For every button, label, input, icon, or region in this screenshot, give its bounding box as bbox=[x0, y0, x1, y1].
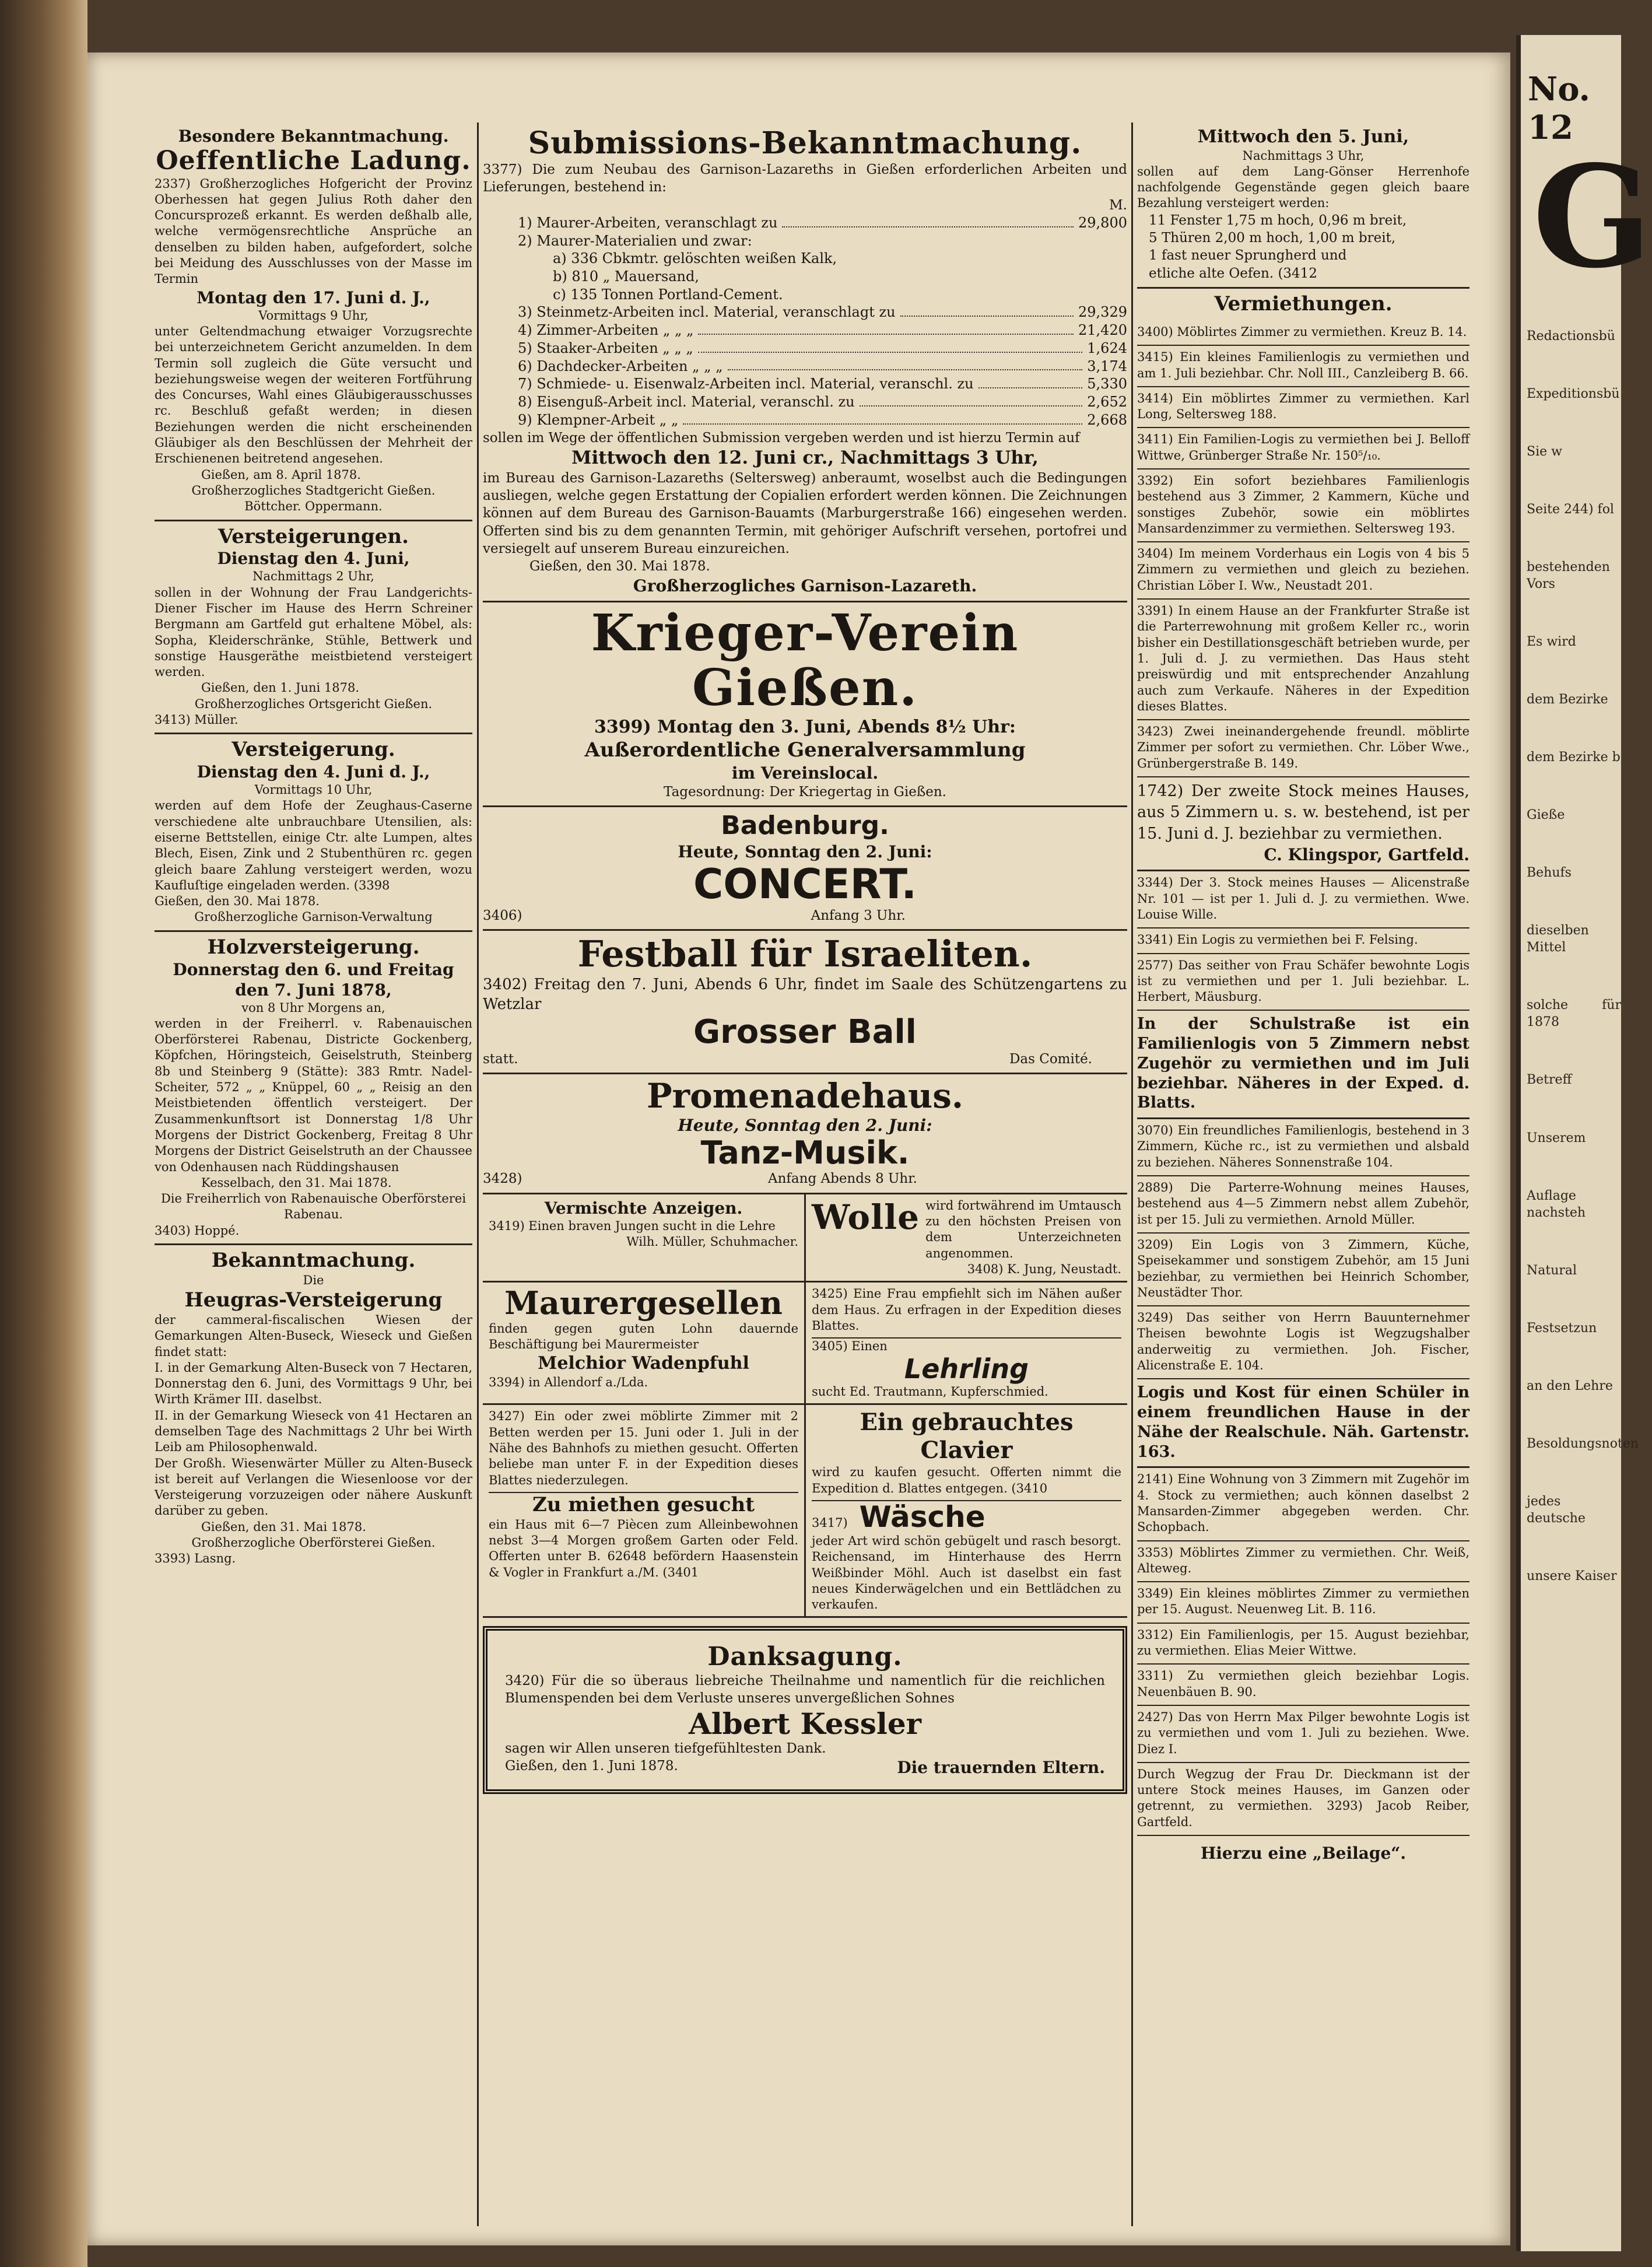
ad-body: In der Schulstraße ist ein Familienlogis von 5 Zimmern nebst Zugehör zu vermiethen und im Juli beziehbar. Näheres in der Exped. d. Blatts. bbox=[1137, 1015, 1469, 1112]
next-page-fragment: dieselben Mittel bbox=[1527, 923, 1589, 955]
ad-promenadehaus bbox=[483, 1074, 1127, 1194]
ad-time: Vormittags 10 Uhr, bbox=[254, 783, 373, 797]
submission-item bbox=[483, 411, 1127, 429]
next-page-fragment: Auflage nachsteh bbox=[1527, 1188, 1586, 1220]
ad-start: Anfang Abends 8 Uhr. bbox=[767, 1171, 917, 1187]
ad-body: jeder Art wird schön gebügelt und rasch besorgt. Reichensand, im Hinterhause des Herrn Weißbinder Möhl. Auch ist daselbst ein fast neues Kinderwägelchen und ein Bettlädchen zu verkaufen. bbox=[812, 1533, 1121, 1612]
submission-item-value: 3,174 bbox=[1087, 358, 1127, 374]
section-vermiethungen bbox=[1137, 289, 1469, 321]
ad-title: Vermischte Anzeigen. bbox=[544, 1198, 743, 1218]
ad-body: sollen in der Wohnung der Frau Landgerichts-Diener Fischer im Hause des Herrn Schreiner Bergmann am Gartfeld gut erhaltene Möbel, als: Sopha, Kleiderschränke, Stühle, Bettwerk und sonstige Hausgeräthe meistbietend versteigert werden. bbox=[155, 585, 472, 679]
ad-id: 3406) bbox=[483, 908, 522, 924]
ad-line: im Vereinslocal. bbox=[731, 763, 879, 783]
ad-item: II. in der Gemarkung Wieseck von 41 Hectaren an demselben Tage des Nachmittags 2 Uhr bei Wirth Leib am Philosophenwald. bbox=[155, 1408, 472, 1455]
classified-ad: 3415) Ein kleines Familienlogis zu vermiethen und am 1. Juli beziehbar. Chr. Noll III., Canzleiberg B. 66. bbox=[1137, 346, 1469, 387]
ad-court: Die Freiherrlich von Rabenauische Oberförsterei Rabenau. bbox=[160, 1192, 467, 1222]
ad-id: 3417) bbox=[812, 1515, 848, 1530]
submission-item-value: 21,420 bbox=[1078, 322, 1127, 339]
submission-item bbox=[483, 321, 1127, 339]
ad-body: Der Großh. Wiesenwärter Müller zu Alten-Buseck ist bereit auf Verlangen die Wiesenloose vor der Versteigerung vorzuzeigen oder nähere Auskunft darüber zu geben. bbox=[155, 1456, 472, 1518]
next-page-fragment: Festsetzun bbox=[1527, 1320, 1597, 1336]
ad-name: Albert Kessler bbox=[688, 1706, 922, 1741]
masthead-initial: G bbox=[1532, 135, 1652, 299]
leader-dots bbox=[698, 321, 1074, 335]
submission-item-label: 8) Eisenguß-Arbeit incl. Material, veranschl. zu bbox=[518, 394, 855, 411]
ad-body: unter Geltendmachung etwaiger Vorzugsrechte bei unterzeichnetem Gericht anzumelden. In dem Termin soll zugleich die Güte versucht und beziehungsweise wegen der weiteren Fortführung des Concurses, Wahl eines Gläubigerausschusses rc. Beschluß gefaßt werden; in diesen Beziehungen werden die nicht erscheinenden Gläubiger als den Beschlüssen der Mehrheit der Erschienenen beitretend angesehen. bbox=[155, 324, 472, 466]
classified-ad: 3353) Möblirtes Zimmer zu vermiethen. Chr. Weiß, Alteweg. bbox=[1137, 1541, 1469, 1583]
ad-line: Außerordentliche Generalversammlung bbox=[584, 738, 1026, 762]
ad-wolle-head bbox=[812, 1198, 1121, 1262]
next-page-fragment: Sie w bbox=[1527, 444, 1562, 460]
submission-item-label: b) 810 „ Mauersand, bbox=[553, 268, 699, 285]
ad-time: von 8 Uhr Morgens an, bbox=[241, 1000, 385, 1015]
ad-item: 1 fast neuer Sprungherd und bbox=[1149, 248, 1347, 264]
ad-signature: 3413) Müller. bbox=[155, 713, 238, 727]
classified-ad: 3249) Das seither von Herrn Bauunternehmer Theisen bewohnte Logis ist Wegzugshalber anderweitig zu vermiethen. Joh. Fischer, Alicenstraße E. 104. bbox=[1137, 1306, 1469, 1379]
next-page-fragment: an den Lehre bbox=[1527, 1378, 1613, 1393]
masthead: No. 12 bbox=[1528, 70, 1591, 147]
classified-ad: Durch Wegzug der Frau Dr. Dieckmann ist der untere Stock meines Hauses, im Ganzen oder getrennt, zu vermiethen. 3293) Jacob Reiber, Gartfeld. bbox=[1137, 1763, 1469, 1836]
ad-title: Zu miethen gesucht bbox=[532, 1492, 755, 1516]
next-page-fragment: dem Bezirke b bbox=[1527, 750, 1621, 765]
ad-headline: CONCERT. bbox=[693, 860, 917, 909]
ad-time: Nachmittags 2 Uhr, bbox=[252, 569, 374, 584]
next-page-fragment: jedes deutsche bbox=[1527, 1494, 1586, 1526]
ad-title: Bekanntmachung. bbox=[211, 1249, 416, 1273]
ad-title: Wäsche bbox=[859, 1499, 985, 1534]
submission-item-label: 9) Klempner-Arbeit „ „ bbox=[518, 411, 679, 428]
submission-item bbox=[483, 303, 1127, 321]
leader-dots bbox=[978, 375, 1083, 388]
submission-item-value: 5,330 bbox=[1087, 376, 1127, 393]
submission-item-value: 1,624 bbox=[1087, 339, 1127, 356]
submission-item bbox=[483, 339, 1127, 358]
classified-list bbox=[1137, 321, 1469, 777]
classified-ad: 3312) Ein Familienlogis, per 15. August beziehbar, zu vermiethen. Elias Meier Wittwe. bbox=[1137, 1624, 1469, 1665]
ad-place: Gießen, den 30. Mai 1878. bbox=[529, 559, 710, 574]
ad-date: Donnerstag den 6. und Freitag den 7. Juni 1878, bbox=[173, 959, 454, 1000]
classified-ad: 2577) Das seither von Frau Schäfer bewohnte Logis ist zu vermiethen und per 1. Juli beziehbar. L. Herbert, Mäusburg. bbox=[1137, 954, 1469, 1011]
ad-danksagung bbox=[483, 1626, 1127, 1794]
leader-dots bbox=[728, 358, 1083, 371]
ad-body: 2337) Großherzogliches Hofgericht der Provinz Oberhessen hat gegen Julius Roth daher den Concursprozeß erkannt. Es werden deßhalb alle, welche vermögensrechtliche Ansprüche an denselben zu bilden haben, aufgefordert, solche bei Meidung des Ausschlusses von der Masse im Termin bbox=[155, 176, 472, 286]
ad-court: Großherzogliches Stadtgericht Gießen. bbox=[191, 483, 436, 497]
classified-ad: 3344) Der 3. Stock meines Hauses — Alicenstraße Nr. 101 — ist per 1. Juli d. J. zu vermiethen. Wwe. Louise Wille. bbox=[1137, 871, 1469, 928]
ad-frau: 3425) Eine Frau empfiehlt sich im Nähen außer dem Haus. Zu erfragen in der Expedition dieses Blattes. bbox=[812, 1286, 1121, 1339]
ad-body: wird zu kaufen gesucht. Offerten nimmt die Expedition d. Blattes entgegen. (3410 bbox=[812, 1464, 1121, 1501]
submission-item bbox=[483, 250, 1127, 268]
ad-body: sollen im Wege der öffentlichen Submission vergeben werden und ist hierzu Termin auf bbox=[483, 430, 1080, 446]
submission-item-label: c) 135 Tonnen Portland-Cement. bbox=[553, 286, 783, 303]
classified-ad: 3423) Zwei ineinandergehende freundl. möblirte Zimmer per sofort zu vermiethen. Chr. Löber Wwe., Grünbergerstraße B. 149. bbox=[1137, 720, 1469, 777]
ad-item: etliche alte Oefen. (3412 bbox=[1149, 265, 1317, 281]
ad-title: Festball für Israeliten. bbox=[577, 933, 1033, 976]
leader-dots bbox=[698, 339, 1082, 353]
ad-headline: Grosser Ball bbox=[693, 1013, 917, 1052]
ad-place: Gießen, den 1. Juni 1878. bbox=[505, 1758, 678, 1774]
ad-submission bbox=[483, 122, 1127, 602]
ad-line: Tagesordnung: Der Kriegertag in Gießen. bbox=[664, 784, 946, 800]
next-page-fragment: bestehenden Vors bbox=[1527, 560, 1610, 592]
ad-festball bbox=[483, 931, 1127, 1074]
submission-item-value: 29,800 bbox=[1078, 214, 1127, 231]
ad-line: 3399) Montag den 3. Juni, Abends 8½ Uhr: bbox=[594, 716, 1016, 737]
ad-logis-kost bbox=[1137, 1379, 1469, 1468]
next-page-fragment: Betreff bbox=[1527, 1073, 1572, 1088]
next-page-fragment: Unserem bbox=[1527, 1130, 1586, 1145]
ad-signature: Böttcher. Oppermann. bbox=[244, 499, 383, 514]
ad-body: 3402) Freitag den 7. Juni, Abends 6 Uhr, findet im Saale des Schützengartens zu Wetzlar bbox=[483, 975, 1127, 1013]
ad-place: Gießen, den 31. Mai 1878. bbox=[201, 1519, 366, 1534]
classified-ad: 2889) Die Parterre-Wohnung meines Hauses, bestehend aus 4—5 Zimmern nebst allem Zubehör, ist per 15. Juli zu vermiethen. Arnold Müller. bbox=[1137, 1176, 1469, 1234]
submission-item-label: 3) Steinmetz-Arbeiten incl. Material, veranschlagt zu bbox=[518, 304, 896, 321]
ad-title: Promenadehaus. bbox=[646, 1076, 964, 1116]
ad-start: Anfang 3 Uhr. bbox=[811, 908, 906, 924]
submission-item-label: 6) Dachdecker-Arbeiten „ „ „ bbox=[518, 358, 723, 374]
next-page-fragment: Seite 244) fol bbox=[1527, 502, 1614, 517]
ad-title: Submissions-Bekanntmachung. bbox=[528, 125, 1082, 161]
ad-frau-lehrling bbox=[804, 1283, 1127, 1403]
ad-bekanntmachung-heugras bbox=[155, 1245, 472, 1572]
submission-item-label: 2) Maurer-Materialien und zwar: bbox=[518, 232, 752, 249]
ads-row bbox=[483, 1283, 1127, 1405]
ad-statt: statt. bbox=[483, 1051, 518, 1067]
ad-signature: 3408) K. Jung, Neustadt. bbox=[967, 1262, 1121, 1276]
ad-court: Großherzogliches Ortsgericht Gießen. bbox=[194, 696, 433, 711]
ad-footer bbox=[483, 1050, 1127, 1068]
submission-item bbox=[483, 393, 1127, 411]
ad-mittwoch bbox=[1137, 122, 1469, 289]
column-left bbox=[155, 122, 472, 2232]
next-page-fragment: dem Bezirke bbox=[1527, 692, 1608, 707]
ad-signature: Melchior Wadenpfuhl bbox=[538, 1353, 749, 1374]
ad-oeffentliche-ladung bbox=[155, 122, 472, 521]
column-middle bbox=[483, 122, 1127, 2232]
ad-vermischte bbox=[483, 1194, 804, 1281]
ad-date: Mittwoch den 5. Juni, bbox=[1197, 127, 1409, 147]
ad-date: Dienstag den 4. Juni d. J., bbox=[197, 762, 430, 782]
next-page-fragment: Redactionsbü bbox=[1527, 329, 1615, 344]
ad-line: Heute, Sonntag den 2. Juni: bbox=[678, 1116, 932, 1136]
next-page-edge bbox=[1516, 35, 1652, 2251]
classified-ad: 3070) Ein freundliches Familienlogis, bestehend in 3 Zimmern, Küche rc., ist zu vermiethen und alsbald zu beziehen. Näheres Sonnenstraße 104. bbox=[1137, 1119, 1469, 1176]
ad-versteigerungen bbox=[155, 521, 472, 735]
ad-signature: Das Comité. bbox=[1009, 1051, 1092, 1067]
classified-ad: 2141) Eine Wohnung von 3 Zimmern mit Zugehör im 4. Stock zu vermiethen; auch können daselbst 2 Mansarden-Zimmer abgegeben werden. Chr. Schopbach. bbox=[1137, 1468, 1469, 1541]
ad-title: Versteigerungen. bbox=[218, 524, 409, 548]
next-page-fragment: Gieße bbox=[1527, 808, 1565, 823]
ad-item: 11 Fenster 1,75 m hoch, 0,96 m breit, bbox=[1149, 212, 1407, 228]
ad-footer bbox=[483, 907, 1127, 924]
ad-body: 3419) Einen braven Jungen sucht in die Lehre bbox=[489, 1218, 776, 1233]
next-page-fragment: Besoldungsnoten bbox=[1527, 1436, 1639, 1451]
ad-item-list bbox=[1137, 212, 1469, 282]
ad-wolle bbox=[804, 1194, 1127, 1281]
classified-ad: 2427) Das von Herrn Max Pilger bewohnte Logis ist zu vermiethen und vom 1. Juli zu beziehen. Wwe. Diez I. bbox=[1137, 1706, 1469, 1763]
ad-place: Kesselbach, den 31. Mai 1878. bbox=[201, 1175, 392, 1190]
ad-place: 3394) in Allendorf a./Lda. bbox=[489, 1375, 648, 1389]
submission-item-label: 4) Zimmer-Arbeiten „ „ „ bbox=[518, 322, 694, 339]
ad-place: Gießen, den 1. Juni 1878. bbox=[201, 681, 360, 695]
ad-body: der cammeral-fiscalischen Wiesen der Gemarkungen Alten-Buseck, Wieseck und Gießen findet statt: bbox=[155, 1312, 472, 1359]
next-page-fragment: Expeditionsbü bbox=[1527, 387, 1620, 402]
next-page-fragment: Natural bbox=[1527, 1263, 1577, 1278]
leader-dots bbox=[782, 214, 1074, 227]
ad-schulstrasse bbox=[1137, 1011, 1469, 1119]
leader-dots bbox=[683, 411, 1082, 425]
classified-ad: 3411) Ein Familien-Logis zu vermiethen bei J. Belloff Wittwe, Grünberger Straße Nr. 150⁵/₁₀. bbox=[1137, 428, 1469, 469]
ad-signature: sucht Ed. Trautmann, Kupferschmied. bbox=[812, 1385, 1048, 1399]
ad-time: Nachmittags 3 Uhr, bbox=[1242, 148, 1365, 163]
ad-maurergesellen bbox=[483, 1283, 804, 1403]
ads-row bbox=[483, 1194, 1127, 1283]
ad-time: Vormittags 9 Uhr, bbox=[258, 308, 369, 323]
ad-title: Maurergesellen bbox=[504, 1284, 783, 1322]
ad-date: Mittwoch den 12. Juni cr., Nachmittags 3 Uhr, bbox=[571, 447, 1039, 468]
next-page-fragment: Behufs bbox=[1527, 866, 1572, 881]
ad-body: finden gegen guten Lohn dauernde Beschäftigung bei Maurermeister bbox=[489, 1321, 798, 1351]
ad-title: Badenburg. bbox=[721, 811, 889, 841]
ad-zimmer-gesucht bbox=[483, 1405, 804, 1616]
ad-signature: Großherzogliches Garnison-Lazareth. bbox=[633, 576, 977, 595]
ad-body: werden auf dem Hofe der Zeughaus-Caserne verschiedene alte unbrauchbare Utensilien, als: eiserne Bettstellen, einige Ctr. alte Lumpen, altes Blech, Eisen, Zink und 2 Stubenthüren rc. gegen gleich baare Zahlung versteigert werden, wozu Kaufluſtige eingeladen werden. (3398 bbox=[155, 798, 472, 892]
ad-signature: Die trauernden Eltern. bbox=[897, 1758, 1105, 1778]
ad-signature: Großherzogliche Garnison-Verwaltung bbox=[194, 910, 433, 924]
ad-id: 3428) bbox=[483, 1171, 522, 1187]
ad-title: Wolle bbox=[812, 1197, 920, 1237]
column-rule bbox=[1131, 122, 1133, 2226]
ad-title: Ein gebrauchtes Clavier bbox=[860, 1408, 1074, 1464]
ad-versteigerung bbox=[155, 734, 472, 931]
submission-item-label: 5) Staaker-Arbeiten „ „ „ bbox=[518, 339, 693, 356]
ad-title: Krieger-Verein Gießen. bbox=[591, 603, 1019, 718]
classified-ad: 3404) Im meinem Vorderhaus ein Logis von 4 bis 5 Zimmern zu vermiethen und gleich zu beziehen. Christian Löber I. Ww., Neustadt 201. bbox=[1137, 542, 1469, 600]
submission-item bbox=[483, 286, 1127, 304]
ad-date: Montag den 17. Juni d. J., bbox=[197, 288, 430, 307]
ad-krieger-verein bbox=[483, 602, 1127, 808]
leader-dots bbox=[900, 303, 1074, 317]
next-page-fragment: Es wird bbox=[1527, 635, 1576, 650]
ad-unit: M. bbox=[1109, 197, 1127, 213]
classified-ad: 3209) Ein Logis von 3 Zimmern, Küche, Speisekammer und sonstigem Zubehör, am 15 Juni beziehbar, zu vermiethen bei Heinrich Schomber, Neustädter Thor. bbox=[1137, 1234, 1469, 1306]
ad-date: Dienstag den 4. Juni, bbox=[217, 549, 410, 569]
ad-footer bbox=[483, 1170, 1127, 1187]
submission-item bbox=[483, 375, 1127, 393]
ad-signature: Wilh. Müller, Schuhmacher. bbox=[626, 1235, 798, 1249]
classified-list bbox=[1137, 1468, 1469, 1836]
ad-title: Holzversteigerung. bbox=[207, 935, 420, 959]
next-page-text bbox=[1521, 328, 1639, 1585]
ad-body: ein Haus mit 6—7 Piècen zum Alleinbewohnen nebst 3—4 Morgen großem Garten oder Feld. Offerten unter B. 62648 befördern Haasenstein & Vogler in Frankfurt a./M. (3401 bbox=[489, 1517, 798, 1579]
classified-ad: 3349) Ein kleines möblirtes Zimmer zu vermiethen per 15. August. Neuenweg Lit. B. 116. bbox=[1137, 1582, 1469, 1624]
next-page-fragment: unsere Kaiser bbox=[1527, 1568, 1617, 1583]
ad-headline: Tanz-Musik. bbox=[700, 1134, 910, 1172]
ad-klingspor bbox=[1137, 777, 1469, 871]
ad-body: werden in der Freiherrl. v. Rabenauischen Oberförsterei Rabenau, Districte Gockenberg, Köpfchen, Höringsteich, Geiselstruth, Steinberg 8b und Steinberg 9 (Stätte): 383 Rmtr. Nadel-Scheiter, 572 „ „ Knüppel, 60 „ „ Reisig an den Meistbietenden öffentlich versteigert. Der Zusammenkunftsort ist Donnerstag 1/8 Uhr Morgens der District Gockenberg, Freitag 8 Uhr Morgens der District Geiselstruth an der Chaussee von Odenhausen nach Rüddingshausen bbox=[155, 1016, 472, 1174]
submission-item bbox=[483, 232, 1127, 250]
ad-footer bbox=[505, 1757, 1105, 1778]
ad-signature: 3393) Lasng. bbox=[155, 1551, 236, 1566]
ad-body: 1742) Der zweite Stock meines Hauses, aus 5 Zimmern u. s. w. bestehend, ist per 15. Juni d. J. beziehbar zu vermiethen. bbox=[1137, 782, 1469, 843]
ad-title: Danksagung. bbox=[707, 1642, 903, 1672]
classified-ad: 3311) Zu vermiethen gleich beziehbar Logis. Neuenbäuen B. 90. bbox=[1137, 1665, 1469, 1706]
next-page-fragment: solche für 1878 bbox=[1527, 998, 1621, 1030]
submission-item-label: 7) Schmiede- u. Eisenwalz-Arbeiten incl. Material, veranschl. zu bbox=[518, 376, 974, 393]
ad-waesche-head bbox=[812, 1501, 1121, 1533]
ad-body: 3420) Für die so überaus liebreiche Theilnahme und namentlich für die reichlichen Blumenspenden bei dem Verluste unseres unvergeßlichen Sohnes bbox=[505, 1673, 1105, 1707]
leader-dots bbox=[860, 393, 1083, 407]
ad-body: sagen wir Allen unseren tiefgefühltesten Dank. bbox=[505, 1740, 826, 1756]
ad-line: Heute, Sonntag den 2. Juni: bbox=[678, 842, 932, 862]
submission-item bbox=[483, 214, 1127, 232]
ad-title: Versteigerung. bbox=[232, 738, 395, 762]
submission-item bbox=[483, 358, 1127, 376]
ad-body: Logis und Kost für einen Schüler in einem freundlichen Hause in der Nähe der Realschule. Näh. Gartenstr. 163. bbox=[1137, 1383, 1469, 1461]
ad-item: I. in der Gemarkung Alten-Buseck von 7 Hectaren, Donnerstag den 6. Juni, des Vormittags 9 Uhr, bei Wirth Krämer III. daselbst. bbox=[155, 1360, 472, 1407]
ad-title: Oeffentliche Ladung. bbox=[156, 146, 471, 176]
classified-list bbox=[1137, 1119, 1469, 1379]
ad-clavier-waesche bbox=[804, 1405, 1127, 1616]
ad-body: im Bureau des Garnison-Lazareths (Seltersweg) anberaumt, woselbst auch die Bedingungen ausliegen, welche gegen Erstattung der Copialien erfordert werden können. Die Zeichnungen können auf dem Bureau des Garnison-Bauamts (Marburgerstraße 166) eingesehen werden. Offerten sind bis zu dem genannten Termin, mit gehöriger Aufschrift versehen, portofrei und versiegelt auf unserem Bureau einzureichen. bbox=[483, 470, 1127, 557]
classified-ad: 3400) Möblirtes Zimmer zu vermiethen. Kreuz B. 14. bbox=[1137, 321, 1469, 346]
submission-item-label: a) 336 Cbkmtr. gelöschten weißen Kalk, bbox=[553, 250, 837, 267]
submission-item bbox=[483, 268, 1127, 286]
submission-item-value: 29,329 bbox=[1078, 304, 1127, 321]
book-binding bbox=[0, 0, 87, 2267]
ad-signature: C. Klingspor, Gartfeld. bbox=[1264, 845, 1469, 865]
submission-item-label: 1) Maurer-Arbeiten, veranschlagt zu bbox=[518, 214, 778, 231]
ad-place: Gießen, den 30. Mai 1878. bbox=[155, 894, 320, 909]
classified-ad: 3414) Ein möblirtes Zimmer zu vermiethen. Karl Long, Seltersweg 188. bbox=[1137, 387, 1469, 429]
classified-ad: 3391) In einem Hause an der Frankfurter Straße ist die Parterrewohnung mit großem Keller rc., worin bisher ein Destillationsgeschäft betrieben wurde, per 1. Juli d. J. zu vermiethen. Das Haus steht preiswürdig und mit entsprechender Anzahlung auch zum Verkaufe. Näheres in der Expedition dieses Blattes. bbox=[1137, 600, 1469, 720]
ad-title: Lehrling bbox=[904, 1353, 1029, 1385]
section-title: Vermiethungen. bbox=[1214, 292, 1393, 316]
ad-intro: 3377) Die zum Neubau des Garnison-Lazareths in Gießen erforderlichen Arbeiten und Lieferungen, bestehend in: bbox=[483, 162, 1127, 195]
ad-place: Gießen, am 8. April 1878. bbox=[201, 467, 361, 482]
ad-holzversteigerung bbox=[155, 932, 472, 1245]
ad-item: 5 Thüren 2,00 m hoch, 1,00 m breit, bbox=[1149, 230, 1396, 246]
ad-body: sollen auf dem Lang-Gönser Herrenhofe nachfolgende Gegenstände gegen gleich baare Bezahlung versteigert werden: bbox=[1137, 164, 1469, 211]
ad-signature: 3403) Hoppé. bbox=[155, 1223, 240, 1238]
beilage-note: Hierzu eine „Beilage“. bbox=[1200, 1843, 1407, 1863]
ad-subtitle: Heugras-Versteigerung bbox=[184, 1288, 443, 1312]
classified-list bbox=[1137, 871, 1469, 1011]
ad-body: 3427) Ein oder zwei möblirte Zimmer mit 2 Betten werden per 15. Juni oder 1. Juli in der Nähe des Bahnhofs zu miethen gesucht. Offerten beliebe man unter F. in der Expedition dieses Blattes niederzulegen. bbox=[489, 1408, 798, 1492]
ad-kicker: Besondere Bekanntmachung. bbox=[178, 127, 449, 146]
ad-court: Großherzogliche Oberförsterei Gießen. bbox=[191, 1536, 436, 1550]
column-right bbox=[1137, 122, 1469, 2232]
column-rule bbox=[477, 122, 479, 2226]
ad-body: wird fortwährend im Umtausch zu den höchsten Preisen von dem Unterzeichneten angenommen. bbox=[925, 1198, 1121, 1260]
submission-item-list bbox=[483, 214, 1127, 429]
submission-item-value: 2,652 bbox=[1087, 394, 1127, 411]
submission-item-value: 2,668 bbox=[1087, 411, 1127, 428]
classified-ad: 3341) Ein Logis zu vermiethen bei F. Felsing. bbox=[1137, 928, 1469, 954]
ad-badenburg bbox=[483, 807, 1127, 931]
classified-ad: 3392) Ein sofort beziehbares Familienlogis bestehend aus 3 Zimmer, 2 Kammern, Küche und sonstiges Zubehör, sowie ein möblirtes Mansardenzimmer zu vermiethen. Seltersweg 193. bbox=[1137, 469, 1469, 542]
ad-die: Die bbox=[303, 1273, 324, 1287]
ad-intro: 3405) Einen bbox=[812, 1339, 888, 1354]
ads-row bbox=[483, 1405, 1127, 1618]
